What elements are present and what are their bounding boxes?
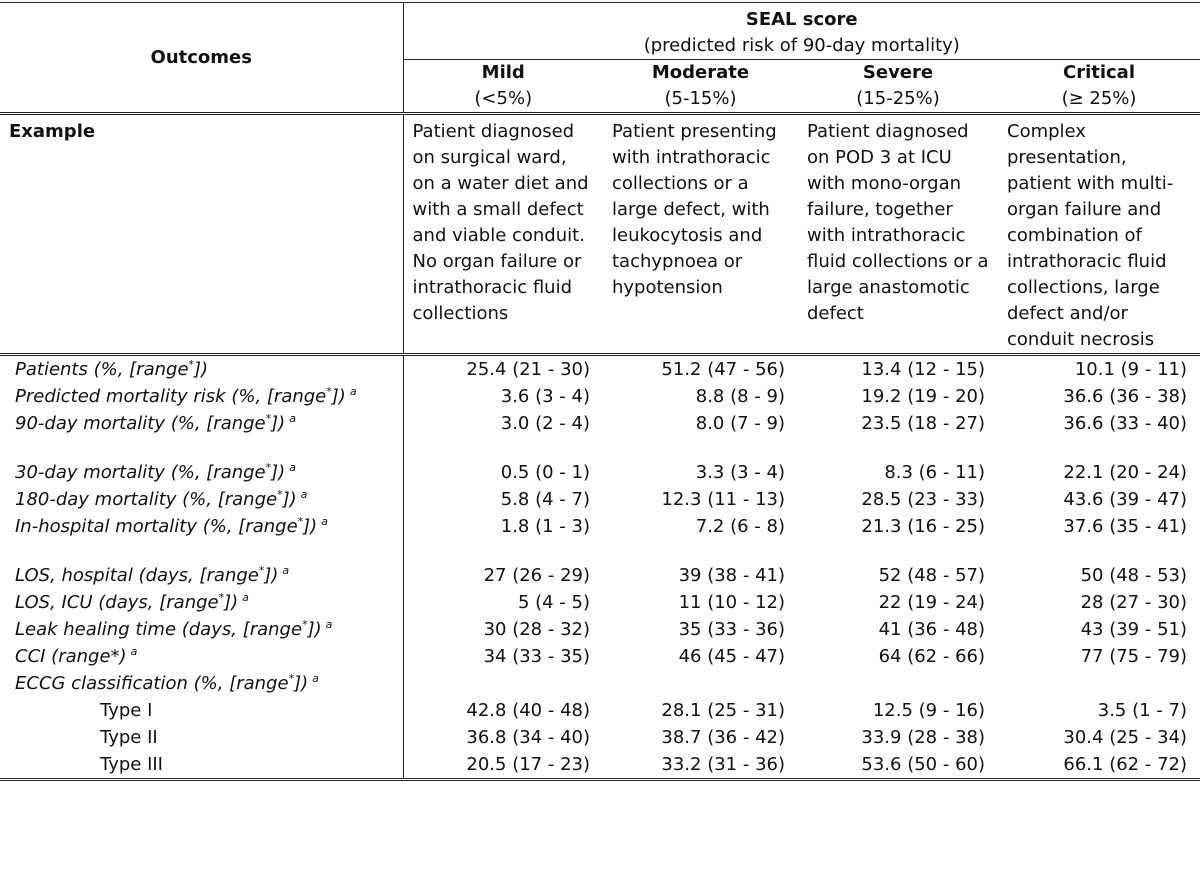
- cell-severe: 21.3 (16 - 25): [861, 516, 985, 537]
- row-label-text: In-hospital mortality (%, [range: [15, 516, 298, 537]
- group-header-moderate: [603, 60, 798, 114]
- cell-moderate: 12.3 (11 - 13): [661, 489, 785, 510]
- example-critical: Complex presentation, patient with multi-organ failure and combination of intrathoracic fluid collections, large defect and/or conduit necrosis: [998, 114, 1200, 355]
- table-row: [0, 459, 1200, 486]
- seal-score-header: [403, 3, 1200, 60]
- group-range: (5-15%): [664, 88, 737, 109]
- cell-severe: 52 (48 - 57): [878, 565, 985, 586]
- cell-mild: 30 (28 - 32): [403, 616, 603, 643]
- cell-mild: 5 (4 - 5): [403, 589, 603, 616]
- cell-severe: 22 (19 - 24): [878, 592, 985, 613]
- cell-mild: 1.8 (1 - 3): [403, 513, 603, 540]
- cell-severe: 41 (36 - 48): [878, 619, 985, 640]
- table-row: [0, 643, 1200, 670]
- row-label: [0, 616, 403, 643]
- cell-severe: 13.4 (12 - 15): [861, 359, 985, 380]
- cell-mild: 0.5 (0 - 1): [403, 459, 603, 486]
- outcome-rows: [0, 355, 1200, 780]
- spacer-cell: [603, 540, 798, 562]
- spacer-cell: [603, 437, 798, 459]
- row-label-text: 180-day mortality (%, [range: [15, 489, 278, 510]
- cell-mild: 34 (33 - 35): [403, 643, 603, 670]
- footnote-marker: a: [300, 488, 308, 501]
- row-label: [0, 643, 403, 670]
- cell-moderate: 51.2 (47 - 56): [661, 359, 785, 380]
- footnote-marker: a: [321, 515, 328, 528]
- group-header-mild: [403, 60, 603, 114]
- cell-moderate: 35 (33 - 36): [678, 619, 785, 640]
- group-header-critical: [998, 60, 1200, 114]
- row-label-tail: ]): [307, 619, 322, 640]
- table-row: [0, 410, 1200, 437]
- footnote-marker: a: [242, 591, 249, 604]
- cell-critical: 43.6 (39 - 47): [1063, 489, 1187, 510]
- cell-critical: 77 (75 - 79): [1080, 646, 1187, 667]
- cell-mild: 27 (26 - 29): [403, 562, 603, 589]
- spacer-cell: [998, 437, 1200, 459]
- example-row: [0, 114, 1200, 355]
- footnote-marker: a: [289, 461, 296, 474]
- header-row-seal: [0, 3, 1200, 60]
- cell-critical: 36.6 (36 - 38): [1063, 386, 1187, 407]
- cell-mild: 42.8 (40 - 48): [403, 697, 603, 724]
- group-name: Severe: [862, 62, 934, 83]
- row-label-text: ECCG classification (%, [range: [15, 673, 289, 694]
- row-label: [0, 562, 403, 589]
- cell-critical: 50 (48 - 53): [1080, 565, 1187, 586]
- cell-critical: 10.1 (9 - 11): [1074, 359, 1187, 380]
- spacer-row: [0, 540, 1200, 562]
- row-label-text: Leak healing time (days, [range: [15, 619, 303, 640]
- row-label-text: 90-day mortality (%, [range: [15, 413, 266, 434]
- cell-mild: 5.8 (4 - 7): [403, 486, 603, 513]
- cell-critical: 22.1 (20 - 24): [1063, 462, 1187, 483]
- cell-severe: 12.5 (9 - 16): [872, 700, 985, 721]
- group-name: Moderate: [651, 62, 750, 83]
- group-name: Critical: [1062, 62, 1136, 83]
- row-label-sup: *: [302, 618, 308, 631]
- row-label: [0, 459, 403, 486]
- row-label-text: 30-day mortality (%, [range: [15, 462, 266, 483]
- table-row: [0, 751, 1200, 780]
- row-label: [0, 670, 403, 697]
- row-label: [0, 724, 403, 751]
- row-label-tail: ]): [294, 673, 309, 694]
- row-label: [0, 513, 403, 540]
- row-label-text: CCI (range*): [15, 646, 127, 667]
- cell-severe: 28.5 (23 - 33): [861, 489, 985, 510]
- row-label-sup: *: [218, 591, 225, 604]
- spacer-cell: [798, 437, 998, 459]
- cell-mild: 20.5 (17 - 23): [403, 751, 603, 780]
- row-label-tail: ]): [271, 413, 286, 434]
- cell-moderate: 33.2 (31 - 36): [603, 751, 798, 780]
- row-label-sup: *: [277, 488, 283, 501]
- footnote-marker: a: [130, 645, 138, 658]
- cell-severe: 8.3 (6 - 11): [884, 462, 985, 483]
- outcomes-header: Outcomes: [0, 3, 403, 114]
- cell-mild: 3.0 (2 - 4): [403, 410, 603, 437]
- cell-moderate: 7.2 (6 - 8): [695, 516, 785, 537]
- row-label-text: LOS, ICU (days, [range: [15, 592, 219, 613]
- cell-moderate: 28.1 (25 - 31): [661, 700, 785, 721]
- example-moderate: Patient presenting with intrathoracic collections or a large defect, with leukocytosis and tachypnoea or hypotension: [603, 114, 798, 355]
- table-row: [0, 513, 1200, 540]
- row-label-sup: *: [265, 412, 272, 425]
- row-label-tail: ]): [303, 516, 318, 537]
- seal-title: SEAL score: [745, 9, 858, 30]
- seal-score-table: [0, 2, 1200, 781]
- cell-moderate: [603, 670, 798, 697]
- table-row: [0, 616, 1200, 643]
- row-label-text: Type II: [100, 727, 158, 748]
- table-row: [0, 697, 1200, 724]
- group-name: Mild: [481, 62, 525, 83]
- cell-moderate: 11 (10 - 12): [678, 592, 785, 613]
- cell-critical: 3.5 (1 - 7): [1097, 700, 1187, 721]
- group-range: (15-25%): [856, 88, 940, 109]
- cell-moderate: 8.8 (8 - 9): [695, 386, 785, 407]
- row-label-sup: *: [297, 515, 304, 528]
- cell-moderate: 39 (38 - 41): [678, 565, 785, 586]
- table-row: [0, 486, 1200, 513]
- cell-mild: 36.8 (34 - 40): [403, 724, 603, 751]
- spacer-cell: [0, 540, 403, 562]
- table-row: [0, 589, 1200, 616]
- example-severe: Patient diagnosed on POD 3 at ICU with mono-organ failure, together with intrathoracic fluid collections or a large anastomotic defect: [798, 114, 998, 355]
- cell-mild: 25.4 (21 - 30): [403, 355, 603, 384]
- cell-moderate: 8.0 (7 - 9): [695, 413, 785, 434]
- cell-critical: 30.4 (25 - 34): [1063, 727, 1187, 748]
- row-label-text: Patients (%, [range: [15, 359, 189, 380]
- table-row: [0, 562, 1200, 589]
- row-label-tail: ]): [282, 489, 297, 510]
- group-range: (<5%): [474, 88, 533, 109]
- row-label-sup: *: [258, 564, 265, 577]
- spacer-cell: [798, 540, 998, 562]
- footnote-marker: a: [282, 564, 290, 577]
- example-mild: Patient diagnosed on surgical ward, on a water diet and with a small defect and viable conduit. No organ failure or intrathoracic fluid collections: [403, 114, 603, 355]
- row-label-tail: ]): [194, 359, 209, 380]
- row-label-tail: ]): [264, 565, 279, 586]
- footnote-marker: a: [289, 412, 296, 425]
- footnote-marker: a: [312, 672, 319, 685]
- row-label: [0, 383, 403, 410]
- table-row: [0, 724, 1200, 751]
- cell-severe: [798, 670, 998, 697]
- spacer-cell: [403, 437, 603, 459]
- cell-severe: 64 (62 - 66): [878, 646, 985, 667]
- row-label-sup: *: [326, 385, 332, 398]
- row-label-text: LOS, hospital (days, [range: [15, 565, 259, 586]
- cell-moderate: 38.7 (36 - 42): [661, 727, 785, 748]
- table-row: [0, 670, 1200, 697]
- row-label-text: Type III: [100, 754, 163, 775]
- row-label: [0, 589, 403, 616]
- cell-critical: [998, 670, 1200, 697]
- cell-moderate: 46 (45 - 47): [678, 646, 785, 667]
- row-label: [0, 355, 403, 384]
- row-label-text: Type I: [100, 700, 153, 721]
- cell-severe: 53.6 (50 - 60): [798, 751, 998, 780]
- cell-critical: 66.1 (62 - 72): [998, 751, 1200, 780]
- row-label: [0, 486, 403, 513]
- row-label-sup: *: [288, 672, 295, 685]
- row-label-sup: *: [188, 358, 195, 371]
- cell-moderate: 3.3 (3 - 4): [695, 462, 785, 483]
- row-label: [0, 410, 403, 437]
- cell-critical: 43 (39 - 51): [1080, 619, 1187, 640]
- row-label-text: Predicted mortality risk (%, [range: [15, 386, 327, 407]
- cell-critical: 28 (27 - 30): [1080, 592, 1187, 613]
- group-header-severe: [798, 60, 998, 114]
- table-row: [0, 355, 1200, 384]
- spacer-row: [0, 437, 1200, 459]
- footnote-marker: a: [349, 385, 357, 398]
- cell-critical: 36.6 (33 - 40): [1063, 413, 1187, 434]
- table-row: [0, 383, 1200, 410]
- footnote-marker: a: [325, 618, 333, 631]
- cell-severe: 23.5 (18 - 27): [861, 413, 985, 434]
- cell-mild: 3.6 (3 - 4): [403, 383, 603, 410]
- row-label-tail: ]): [271, 462, 286, 483]
- row-label: [0, 697, 403, 724]
- row-label-tail: ]): [331, 386, 346, 407]
- group-range: (≥ 25%): [1061, 88, 1137, 109]
- spacer-cell: [403, 540, 603, 562]
- row-label: [0, 751, 403, 780]
- spacer-cell: [998, 540, 1200, 562]
- cell-severe: 19.2 (19 - 20): [861, 386, 985, 407]
- spacer-cell: [0, 437, 403, 459]
- row-label-sup: *: [265, 461, 272, 474]
- seal-subtitle: (predicted risk of 90-day mortality): [643, 35, 960, 56]
- example-label: Example: [0, 114, 403, 355]
- cell-critical: 37.6 (35 - 41): [1063, 516, 1187, 537]
- row-label-tail: ]): [224, 592, 239, 613]
- cell-severe: 33.9 (28 - 38): [861, 727, 985, 748]
- cell-mild: [403, 670, 603, 697]
